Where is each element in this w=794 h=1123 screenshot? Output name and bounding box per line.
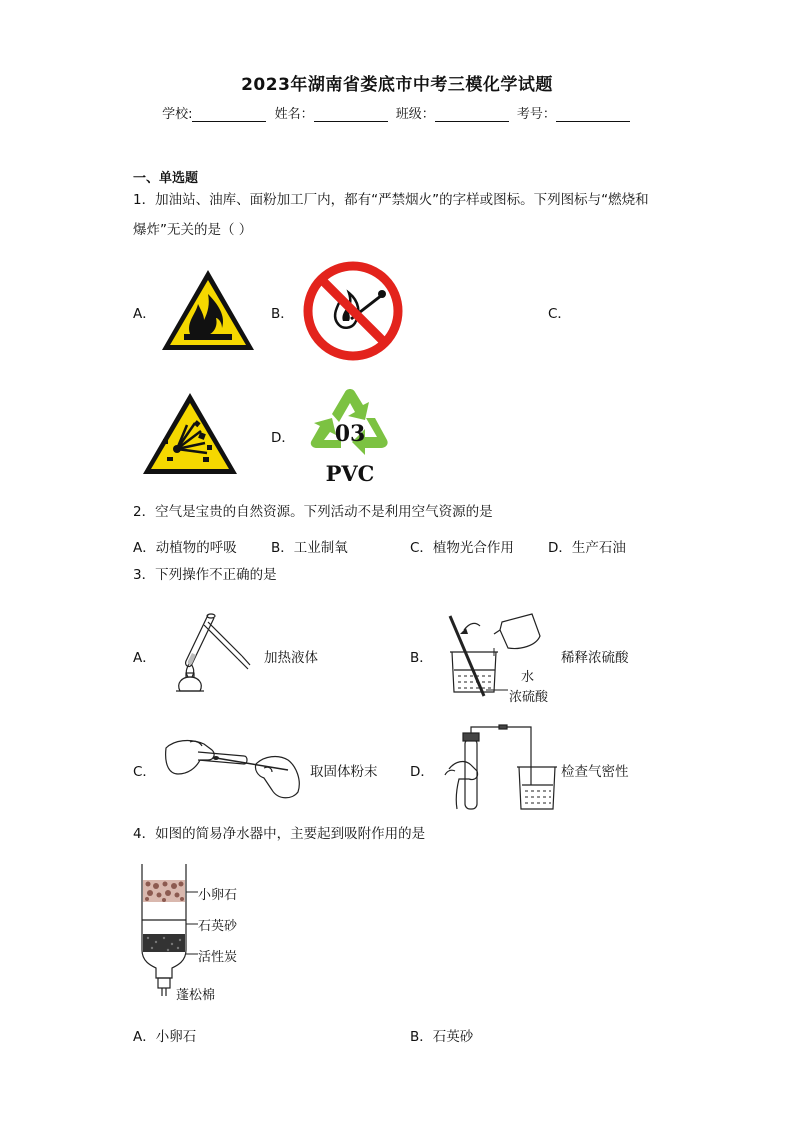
q2-option-d: D．生产石油 — [548, 540, 626, 556]
school-label: 学校: — [162, 107, 193, 122]
pvc-number: 03 — [334, 421, 366, 447]
q3-option-b-label: B． — [410, 650, 433, 666]
class-blank[interactable] — [435, 109, 509, 122]
exam-number-label: 考号： — [516, 107, 556, 122]
q1-option-d-label: D． — [271, 430, 295, 446]
q4-stem: 4．如图的简易净水器中，主要起到吸附作用的是 — [133, 826, 426, 842]
flammable-warning-icon — [160, 268, 256, 352]
q1-stem-line2: 爆炸”无关的是（ ） — [133, 222, 253, 238]
no-fire-prohibition-icon — [303, 261, 403, 361]
student-info-line — [0, 103, 794, 122]
q2-stem: 2．空气是宝贵的自然资源。下列活动不是利用空气资源的是 — [133, 504, 493, 520]
school-blank[interactable] — [192, 109, 266, 122]
q1-option-b-label: B． — [271, 306, 294, 322]
q3-option-a-label: A． — [133, 650, 156, 666]
name-blank[interactable] — [314, 109, 388, 122]
q4-option-b: B．石英砂 — [410, 1029, 474, 1045]
q4-label-cotton: 蓬松棉 — [176, 988, 216, 1003]
q3-option-d-caption: 检查气密性 — [561, 764, 629, 780]
name-label: 姓名： — [274, 107, 314, 122]
explosive-warning-icon — [141, 391, 239, 476]
q4-option-a: A．小卵石 — [133, 1029, 197, 1045]
q2-option-a: A．动植物的呼吸 — [133, 540, 237, 556]
q4-label-activated-carbon: 活性炭 — [198, 950, 238, 965]
q3-option-b-caption: 稀释浓硫酸 — [561, 650, 629, 666]
pvc-recycle-icon — [305, 384, 395, 484]
q3-option-c-label: C． — [133, 764, 156, 780]
q3-option-a-caption: 加热液体 — [264, 650, 318, 666]
section-heading: 一、单选题 — [133, 171, 199, 186]
page-title: 2023年湖南省娄底市中考三模化学试题 — [241, 75, 553, 95]
q3-acid-label: 浓硫酸 — [509, 690, 549, 705]
q3-water-label: 水 — [521, 670, 535, 685]
heating-liquid-illustration — [168, 603, 258, 698]
class-label: 班级： — [395, 107, 435, 122]
q2-option-b: B．工业制氧 — [271, 540, 348, 556]
taking-powder-illustration — [160, 730, 306, 802]
q3-stem: 3．下列操作不正确的是 — [133, 567, 277, 583]
q2-option-c: C．植物光合作用 — [410, 540, 514, 556]
q1-stem-line1: 1．加油站、油库、面粉加工厂内，都有“严禁烟火”的字样或图标。下列图标与“燃烧和 — [133, 192, 649, 208]
airtightness-check-illustration — [435, 725, 560, 813]
q1-option-c-label: C． — [548, 306, 571, 322]
q3-option-c-caption: 取固体粉末 — [310, 764, 378, 780]
exam-number-blank[interactable] — [556, 109, 630, 122]
q4-label-pebbles: 小卵石 — [198, 888, 238, 903]
water-purifier-illustration — [138, 862, 198, 1002]
pvc-label: PVC — [325, 461, 375, 486]
q4-label-quartz-sand: 石英砂 — [198, 919, 238, 934]
q3-option-d-label: D． — [410, 764, 434, 780]
q1-option-a-label: A． — [133, 306, 156, 322]
